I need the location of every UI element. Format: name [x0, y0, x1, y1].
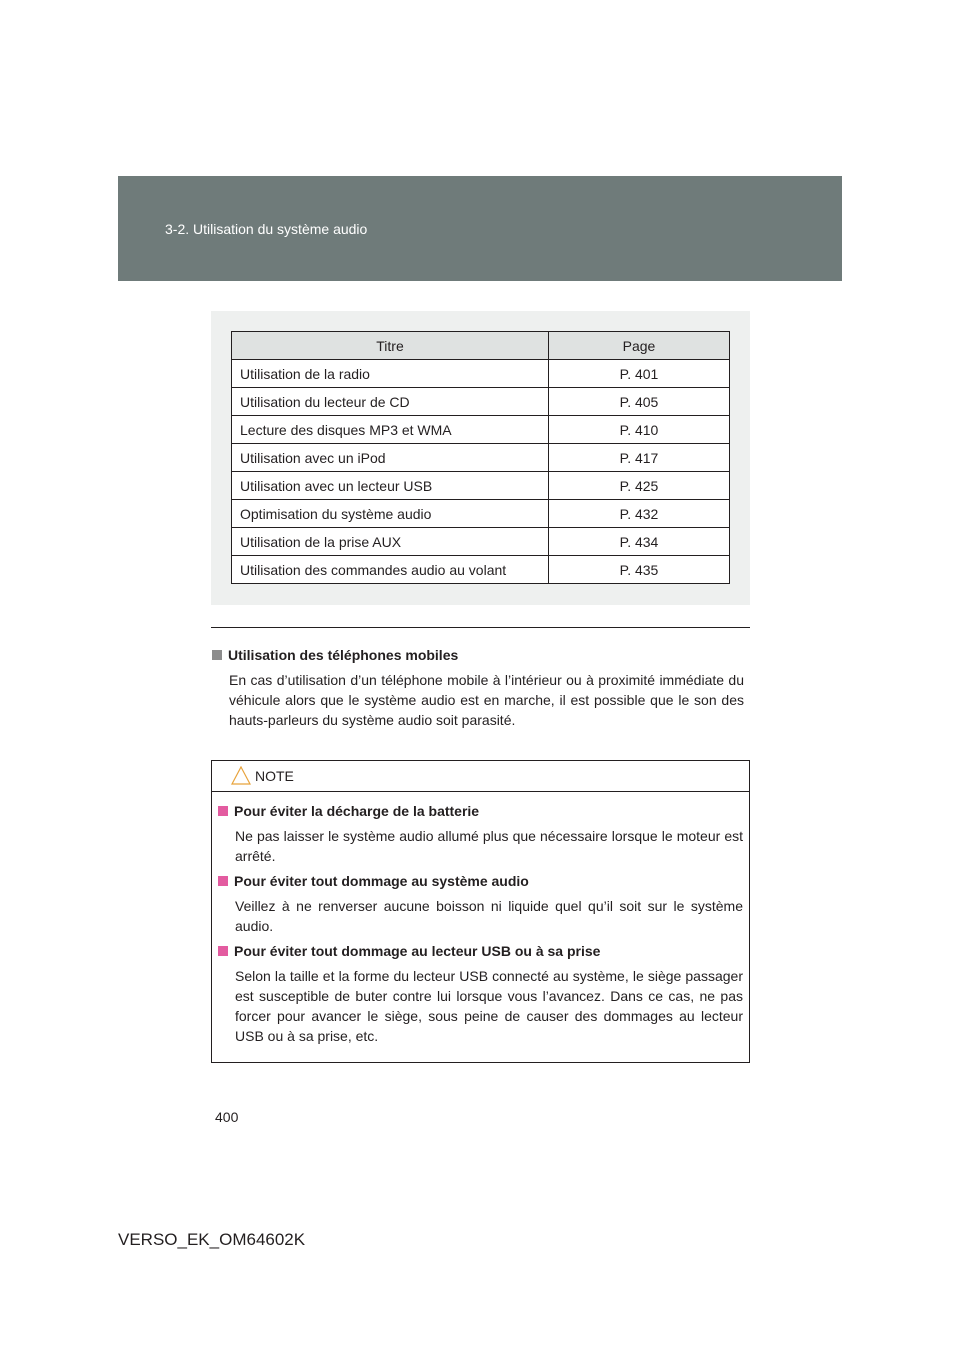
note-header: [212, 761, 749, 792]
table-row: [232, 388, 730, 416]
note-item-heading: [218, 802, 743, 820]
row-title: Utilisation du lecteur de CD: [232, 388, 549, 416]
row-title: Utilisation de la radio: [232, 360, 549, 388]
note-item-heading-text: Pour éviter tout dommage au système audio: [234, 873, 529, 889]
mobile-phone-text: En cas d’utilisation d’un téléphone mobile à l’intérieur ou à proximité immédiate du véhicule alors que le système audio est en marche, il est possible que le son des hauts-parleurs du système audio soit parasité.: [229, 672, 744, 728]
bullet-square-icon: [218, 876, 228, 886]
row-page: P. 401: [549, 360, 730, 388]
row-title: Utilisation de la prise AUX: [232, 528, 549, 556]
table-row: [232, 360, 730, 388]
note-item-text: Selon la taille et la forme du lecteur USB connecté au système, le siège passager est susceptible de buter contre lui lorsque vous l’avancez. Dans ce cas, ne pas forcer pour avancer le siège, sous peine de causer des dommages au lecteur USB ou à sa prise, etc.: [235, 968, 743, 1044]
note-item: [218, 872, 743, 936]
row-title: Utilisation des commandes audio au volant: [232, 556, 549, 584]
note-item-heading: [218, 942, 743, 960]
section-title: 3-2. Utilisation du système audio: [165, 221, 368, 237]
section-divider: [211, 627, 750, 628]
document-code: VERSO_EK_OM64602K: [118, 1230, 306, 1249]
note-item: [218, 942, 743, 1046]
table-row: [232, 416, 730, 444]
row-page: P. 434: [549, 528, 730, 556]
note-item-heading-text: Pour éviter la décharge de la batterie: [234, 803, 480, 819]
note-item-heading: [218, 872, 743, 890]
row-page: P. 435: [549, 556, 730, 584]
bullet-square-icon: [218, 806, 228, 816]
column-header-title: Titre: [232, 332, 549, 360]
table-row: [232, 528, 730, 556]
note-box: [211, 760, 750, 1063]
note-label: NOTE: [255, 768, 294, 784]
table-header-row: [232, 332, 730, 360]
page-number: 400: [215, 1109, 239, 1125]
reference-table-panel: [211, 311, 750, 605]
row-page: P. 410: [549, 416, 730, 444]
row-page: P. 417: [549, 444, 730, 472]
row-page: P. 405: [549, 388, 730, 416]
row-title: Utilisation avec un iPod: [232, 444, 549, 472]
row-title: Lecture des disques MP3 et WMA: [232, 416, 549, 444]
table-row: [232, 472, 730, 500]
warning-triangle-icon: [231, 766, 251, 785]
row-page: P. 432: [549, 500, 730, 528]
mobile-phone-section: [212, 646, 744, 730]
mobile-phone-heading: [212, 646, 744, 664]
bullet-square-icon: [212, 650, 222, 660]
bullet-square-icon: [218, 946, 228, 956]
column-header-page: Page: [549, 332, 730, 360]
row-title: Optimisation du système audio: [232, 500, 549, 528]
mobile-phone-heading-text: Utilisation des téléphones mobiles: [228, 647, 459, 663]
note-item-text: Ne pas laisser le système audio allumé plus que nécessaire lorsque le moteur est arrêté.: [235, 828, 743, 864]
section-header-band: [118, 176, 842, 281]
table-row: [232, 500, 730, 528]
note-body: [212, 792, 749, 1046]
table-row: [232, 556, 730, 584]
note-item-heading-text: Pour éviter tout dommage au lecteur USB ou à sa prise: [234, 943, 601, 959]
row-page: P. 425: [549, 472, 730, 500]
reference-table: [231, 331, 730, 584]
row-title: Utilisation avec un lecteur USB: [232, 472, 549, 500]
table-row: [232, 444, 730, 472]
note-item: [218, 802, 743, 866]
note-item-text: Veillez à ne renverser aucune boisson ni liquide quel qu’il soit sur le système audio.: [235, 898, 743, 934]
